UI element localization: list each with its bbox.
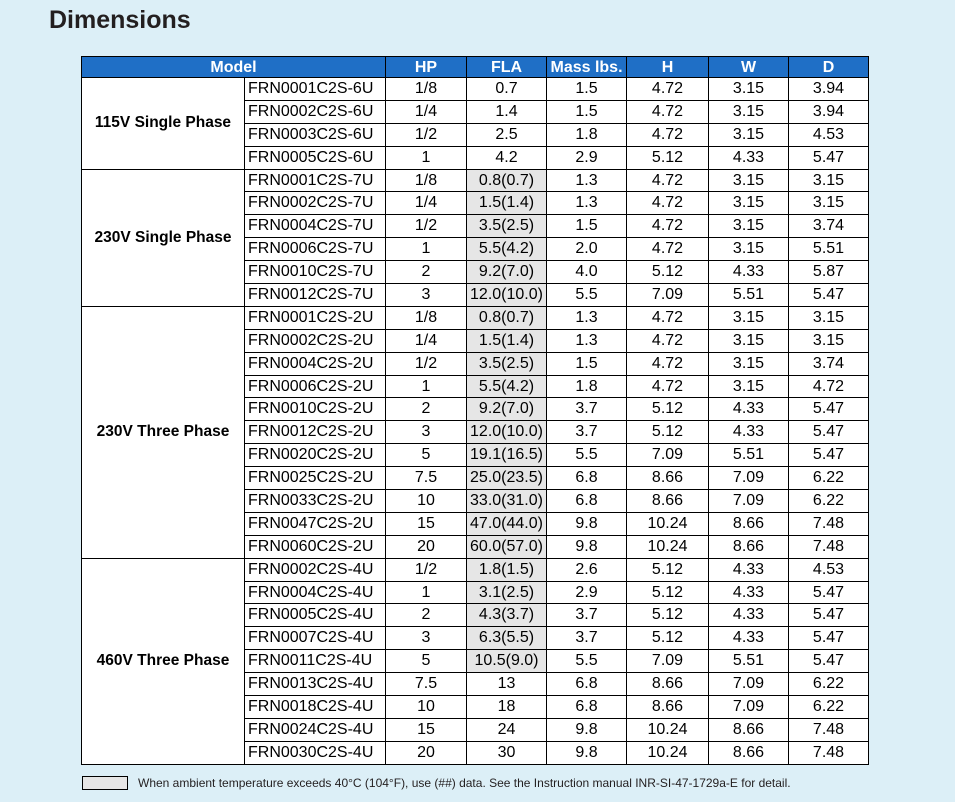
width-cell: 3.15 bbox=[709, 169, 789, 192]
hp-cell: 1/8 bbox=[386, 78, 467, 101]
depth-cell: 4.53 bbox=[789, 558, 869, 581]
table-row bbox=[82, 306, 869, 329]
depth-cell: 5.51 bbox=[789, 238, 869, 261]
model-cell: FRN0024C2S-4U bbox=[245, 718, 386, 741]
width-cell: 3.15 bbox=[709, 375, 789, 398]
depth-cell: 5.47 bbox=[789, 284, 869, 307]
model-cell: FRN0025C2S-2U bbox=[245, 467, 386, 490]
height-cell: 4.72 bbox=[627, 192, 709, 215]
phase-group-label: 230V Three Phase bbox=[82, 306, 245, 558]
height-cell: 4.72 bbox=[627, 100, 709, 123]
mass-cell: 1.3 bbox=[547, 306, 627, 329]
model-cell: FRN0003C2S-6U bbox=[245, 123, 386, 146]
hp-cell: 2 bbox=[386, 398, 467, 421]
fla-cell: 18 bbox=[467, 696, 547, 719]
depth-cell: 6.22 bbox=[789, 467, 869, 490]
fla-cell: 4.2 bbox=[467, 146, 547, 169]
fla-cell: 47.0(44.0) bbox=[467, 512, 547, 535]
height-cell: 7.09 bbox=[627, 444, 709, 467]
width-cell: 3.15 bbox=[709, 215, 789, 238]
fla-cell: 25.0(23.5) bbox=[467, 467, 547, 490]
depth-cell: 5.47 bbox=[789, 444, 869, 467]
height-cell: 8.66 bbox=[627, 467, 709, 490]
height-cell: 4.72 bbox=[627, 329, 709, 352]
width-cell: 8.66 bbox=[709, 741, 789, 764]
depth-cell: 5.87 bbox=[789, 261, 869, 284]
width-cell: 3.15 bbox=[709, 100, 789, 123]
model-cell: FRN0011C2S-4U bbox=[245, 650, 386, 673]
mass-cell: 3.7 bbox=[547, 604, 627, 627]
table-row bbox=[82, 169, 869, 192]
height-cell: 10.24 bbox=[627, 535, 709, 558]
mass-cell: 6.8 bbox=[547, 673, 627, 696]
hp-cell: 5 bbox=[386, 650, 467, 673]
model-cell: FRN0004C2S-7U bbox=[245, 215, 386, 238]
width-cell: 7.09 bbox=[709, 696, 789, 719]
hp-cell: 15 bbox=[386, 512, 467, 535]
depth-cell: 5.47 bbox=[789, 627, 869, 650]
depth-cell: 7.48 bbox=[789, 512, 869, 535]
fla-cell: 4.3(3.7) bbox=[467, 604, 547, 627]
hp-cell: 1/2 bbox=[386, 123, 467, 146]
mass-column-header: Mass lbs. bbox=[547, 57, 627, 78]
fla-cell: 0.8(0.7) bbox=[467, 306, 547, 329]
fla-cell: 3.5(2.5) bbox=[467, 215, 547, 238]
hp-cell: 5 bbox=[386, 444, 467, 467]
model-cell: FRN0004C2S-4U bbox=[245, 581, 386, 604]
height-cell: 5.12 bbox=[627, 398, 709, 421]
width-cell: 4.33 bbox=[709, 604, 789, 627]
hp-cell: 2 bbox=[386, 604, 467, 627]
model-cell: FRN0010C2S-7U bbox=[245, 261, 386, 284]
mass-cell: 1.3 bbox=[547, 169, 627, 192]
mass-cell: 1.8 bbox=[547, 375, 627, 398]
mass-cell: 2.9 bbox=[547, 146, 627, 169]
depth-cell: 5.47 bbox=[789, 581, 869, 604]
model-cell: FRN0013C2S-4U bbox=[245, 673, 386, 696]
hp-cell: 1/8 bbox=[386, 169, 467, 192]
phase-group-label: 115V Single Phase bbox=[82, 78, 245, 170]
model-cell: FRN0012C2S-2U bbox=[245, 421, 386, 444]
footnote bbox=[82, 776, 791, 790]
mass-cell: 9.8 bbox=[547, 741, 627, 764]
hp-cell: 3 bbox=[386, 284, 467, 307]
hp-cell: 1 bbox=[386, 375, 467, 398]
model-cell: FRN0002C2S-6U bbox=[245, 100, 386, 123]
model-cell: FRN0001C2S-7U bbox=[245, 169, 386, 192]
hp-cell: 7.5 bbox=[386, 467, 467, 490]
model-cell: FRN0002C2S-7U bbox=[245, 192, 386, 215]
model-cell: FRN0012C2S-7U bbox=[245, 284, 386, 307]
dimensions-table bbox=[81, 56, 869, 765]
width-cell: 3.15 bbox=[709, 352, 789, 375]
hp-cell: 1/4 bbox=[386, 192, 467, 215]
fla-cell: 2.5 bbox=[467, 123, 547, 146]
depth-cell: 3.15 bbox=[789, 306, 869, 329]
depth-cell: 4.72 bbox=[789, 375, 869, 398]
mass-cell: 4.0 bbox=[547, 261, 627, 284]
fla-cell: 6.3(5.5) bbox=[467, 627, 547, 650]
hp-cell: 1/2 bbox=[386, 215, 467, 238]
fla-cell: 3.1(2.5) bbox=[467, 581, 547, 604]
fla-cell: 13 bbox=[467, 673, 547, 696]
mass-cell: 3.7 bbox=[547, 398, 627, 421]
width-cell: 3.15 bbox=[709, 192, 789, 215]
model-cell: FRN0002C2S-4U bbox=[245, 558, 386, 581]
mass-cell: 5.5 bbox=[547, 650, 627, 673]
fla-cell: 12.0(10.0) bbox=[467, 421, 547, 444]
depth-cell: 5.47 bbox=[789, 146, 869, 169]
mass-cell: 1.5 bbox=[547, 352, 627, 375]
width-cell: 5.51 bbox=[709, 444, 789, 467]
height-cell: 5.12 bbox=[627, 558, 709, 581]
height-cell: 4.72 bbox=[627, 215, 709, 238]
table-header bbox=[82, 57, 869, 78]
height-cell: 4.72 bbox=[627, 306, 709, 329]
depth-cell: 3.15 bbox=[789, 192, 869, 215]
width-cell: 3.15 bbox=[709, 78, 789, 101]
fla-cell: 24 bbox=[467, 718, 547, 741]
model-cell: FRN0018C2S-4U bbox=[245, 696, 386, 719]
model-cell: FRN0002C2S-2U bbox=[245, 329, 386, 352]
width-cell: 4.33 bbox=[709, 581, 789, 604]
mass-cell: 6.8 bbox=[547, 490, 627, 513]
mass-cell: 6.8 bbox=[547, 467, 627, 490]
height-cell: 4.72 bbox=[627, 123, 709, 146]
width-cell: 4.33 bbox=[709, 146, 789, 169]
fla-cell: 10.5(9.0) bbox=[467, 650, 547, 673]
hp-cell: 15 bbox=[386, 718, 467, 741]
mass-cell: 3.7 bbox=[547, 627, 627, 650]
width-column-header: W bbox=[709, 57, 789, 78]
model-cell: FRN0001C2S-6U bbox=[245, 78, 386, 101]
height-cell: 5.12 bbox=[627, 604, 709, 627]
model-cell: FRN0020C2S-2U bbox=[245, 444, 386, 467]
width-cell: 4.33 bbox=[709, 398, 789, 421]
model-cell: FRN0060C2S-2U bbox=[245, 535, 386, 558]
height-cell: 5.12 bbox=[627, 261, 709, 284]
depth-cell: 3.74 bbox=[789, 352, 869, 375]
fla-cell: 9.2(7.0) bbox=[467, 261, 547, 284]
fla-cell: 0.8(0.7) bbox=[467, 169, 547, 192]
width-cell: 8.66 bbox=[709, 512, 789, 535]
fla-cell: 1.5(1.4) bbox=[467, 192, 547, 215]
width-cell: 7.09 bbox=[709, 467, 789, 490]
mass-cell: 9.8 bbox=[547, 718, 627, 741]
hp-cell: 3 bbox=[386, 421, 467, 444]
mass-cell: 6.8 bbox=[547, 696, 627, 719]
height-cell: 4.72 bbox=[627, 169, 709, 192]
width-cell: 4.33 bbox=[709, 421, 789, 444]
fla-cell: 19.1(16.5) bbox=[467, 444, 547, 467]
mass-cell: 3.7 bbox=[547, 421, 627, 444]
width-cell: 4.33 bbox=[709, 558, 789, 581]
table-row bbox=[82, 558, 869, 581]
hp-cell: 20 bbox=[386, 741, 467, 764]
height-cell: 4.72 bbox=[627, 375, 709, 398]
fla-cell: 30 bbox=[467, 741, 547, 764]
mass-cell: 1.5 bbox=[547, 78, 627, 101]
phase-group-label: 230V Single Phase bbox=[82, 169, 245, 306]
fla-cell: 1.5(1.4) bbox=[467, 329, 547, 352]
depth-cell: 3.15 bbox=[789, 169, 869, 192]
height-cell: 10.24 bbox=[627, 741, 709, 764]
height-cell: 7.09 bbox=[627, 284, 709, 307]
mass-cell: 9.8 bbox=[547, 535, 627, 558]
hp-cell: 1 bbox=[386, 238, 467, 261]
depth-cell: 7.48 bbox=[789, 535, 869, 558]
hp-cell: 1 bbox=[386, 146, 467, 169]
hp-cell: 10 bbox=[386, 490, 467, 513]
height-cell: 4.72 bbox=[627, 238, 709, 261]
width-cell: 5.51 bbox=[709, 284, 789, 307]
depth-column-header: D bbox=[789, 57, 869, 78]
footnote-text: When ambient temperature exceeds 40°C (104°F), use (##) data. See the Instruction manual INR-SI-47-1729a-E for detail. bbox=[138, 776, 791, 790]
width-cell: 3.15 bbox=[709, 123, 789, 146]
hp-cell: 2 bbox=[386, 261, 467, 284]
table-row bbox=[82, 78, 869, 101]
mass-cell: 5.5 bbox=[547, 444, 627, 467]
height-column-header: H bbox=[627, 57, 709, 78]
model-cell: FRN0033C2S-2U bbox=[245, 490, 386, 513]
height-cell: 4.72 bbox=[627, 78, 709, 101]
hp-cell: 3 bbox=[386, 627, 467, 650]
mass-cell: 1.5 bbox=[547, 100, 627, 123]
fla-cell: 12.0(10.0) bbox=[467, 284, 547, 307]
fla-cell: 3.5(2.5) bbox=[467, 352, 547, 375]
phase-group-label: 460V Three Phase bbox=[82, 558, 245, 764]
depth-cell: 6.22 bbox=[789, 673, 869, 696]
height-cell: 5.12 bbox=[627, 581, 709, 604]
depth-cell: 7.48 bbox=[789, 741, 869, 764]
height-cell: 8.66 bbox=[627, 673, 709, 696]
width-cell: 8.66 bbox=[709, 535, 789, 558]
width-cell: 7.09 bbox=[709, 673, 789, 696]
model-column-header: Model bbox=[82, 57, 386, 78]
height-cell: 10.24 bbox=[627, 512, 709, 535]
hp-cell: 1/4 bbox=[386, 329, 467, 352]
fla-cell: 0.7 bbox=[467, 78, 547, 101]
depth-cell: 6.22 bbox=[789, 696, 869, 719]
model-cell: FRN0004C2S-2U bbox=[245, 352, 386, 375]
shaded-legend-swatch bbox=[82, 776, 128, 790]
fla-cell: 5.5(4.2) bbox=[467, 238, 547, 261]
hp-cell: 10 bbox=[386, 696, 467, 719]
hp-cell: 20 bbox=[386, 535, 467, 558]
fla-column-header: FLA bbox=[467, 57, 547, 78]
width-cell: 3.15 bbox=[709, 329, 789, 352]
fla-cell: 1.8(1.5) bbox=[467, 558, 547, 581]
mass-cell: 1.5 bbox=[547, 215, 627, 238]
mass-cell: 5.5 bbox=[547, 284, 627, 307]
height-cell: 10.24 bbox=[627, 718, 709, 741]
width-cell: 4.33 bbox=[709, 261, 789, 284]
depth-cell: 3.94 bbox=[789, 100, 869, 123]
depth-cell: 3.15 bbox=[789, 329, 869, 352]
depth-cell: 5.47 bbox=[789, 398, 869, 421]
mass-cell: 2.0 bbox=[547, 238, 627, 261]
width-cell: 8.66 bbox=[709, 718, 789, 741]
header-row bbox=[82, 57, 869, 78]
fla-cell: 33.0(31.0) bbox=[467, 490, 547, 513]
model-cell: FRN0047C2S-2U bbox=[245, 512, 386, 535]
height-cell: 5.12 bbox=[627, 146, 709, 169]
width-cell: 3.15 bbox=[709, 306, 789, 329]
model-cell: FRN0006C2S-2U bbox=[245, 375, 386, 398]
mass-cell: 1.3 bbox=[547, 329, 627, 352]
table-body bbox=[82, 78, 869, 765]
mass-cell: 9.8 bbox=[547, 512, 627, 535]
depth-cell: 5.47 bbox=[789, 604, 869, 627]
hp-cell: 1 bbox=[386, 581, 467, 604]
height-cell: 8.66 bbox=[627, 696, 709, 719]
model-cell: FRN0030C2S-4U bbox=[245, 741, 386, 764]
model-cell: FRN0010C2S-2U bbox=[245, 398, 386, 421]
model-cell: FRN0001C2S-2U bbox=[245, 306, 386, 329]
hp-cell: 7.5 bbox=[386, 673, 467, 696]
model-cell: FRN0007C2S-4U bbox=[245, 627, 386, 650]
depth-cell: 6.22 bbox=[789, 490, 869, 513]
height-cell: 8.66 bbox=[627, 490, 709, 513]
mass-cell: 2.6 bbox=[547, 558, 627, 581]
depth-cell: 3.74 bbox=[789, 215, 869, 238]
fla-cell: 5.5(4.2) bbox=[467, 375, 547, 398]
height-cell: 4.72 bbox=[627, 352, 709, 375]
depth-cell: 4.53 bbox=[789, 123, 869, 146]
width-cell: 3.15 bbox=[709, 238, 789, 261]
depth-cell: 3.94 bbox=[789, 78, 869, 101]
width-cell: 4.33 bbox=[709, 627, 789, 650]
depth-cell: 5.47 bbox=[789, 650, 869, 673]
width-cell: 7.09 bbox=[709, 490, 789, 513]
mass-cell: 1.3 bbox=[547, 192, 627, 215]
model-cell: FRN0005C2S-4U bbox=[245, 604, 386, 627]
hp-cell: 1/8 bbox=[386, 306, 467, 329]
mass-cell: 1.8 bbox=[547, 123, 627, 146]
model-cell: FRN0005C2S-6U bbox=[245, 146, 386, 169]
fla-cell: 9.2(7.0) bbox=[467, 398, 547, 421]
depth-cell: 5.47 bbox=[789, 421, 869, 444]
mass-cell: 2.9 bbox=[547, 581, 627, 604]
hp-cell: 1/2 bbox=[386, 352, 467, 375]
hp-cell: 1/4 bbox=[386, 100, 467, 123]
hp-cell: 1/2 bbox=[386, 558, 467, 581]
fla-cell: 60.0(57.0) bbox=[467, 535, 547, 558]
model-cell: FRN0006C2S-7U bbox=[245, 238, 386, 261]
width-cell: 5.51 bbox=[709, 650, 789, 673]
fla-cell: 1.4 bbox=[467, 100, 547, 123]
height-cell: 5.12 bbox=[627, 421, 709, 444]
page-title: Dimensions bbox=[49, 6, 191, 34]
height-cell: 7.09 bbox=[627, 650, 709, 673]
depth-cell: 7.48 bbox=[789, 718, 869, 741]
height-cell: 5.12 bbox=[627, 627, 709, 650]
hp-column-header: HP bbox=[386, 57, 467, 78]
